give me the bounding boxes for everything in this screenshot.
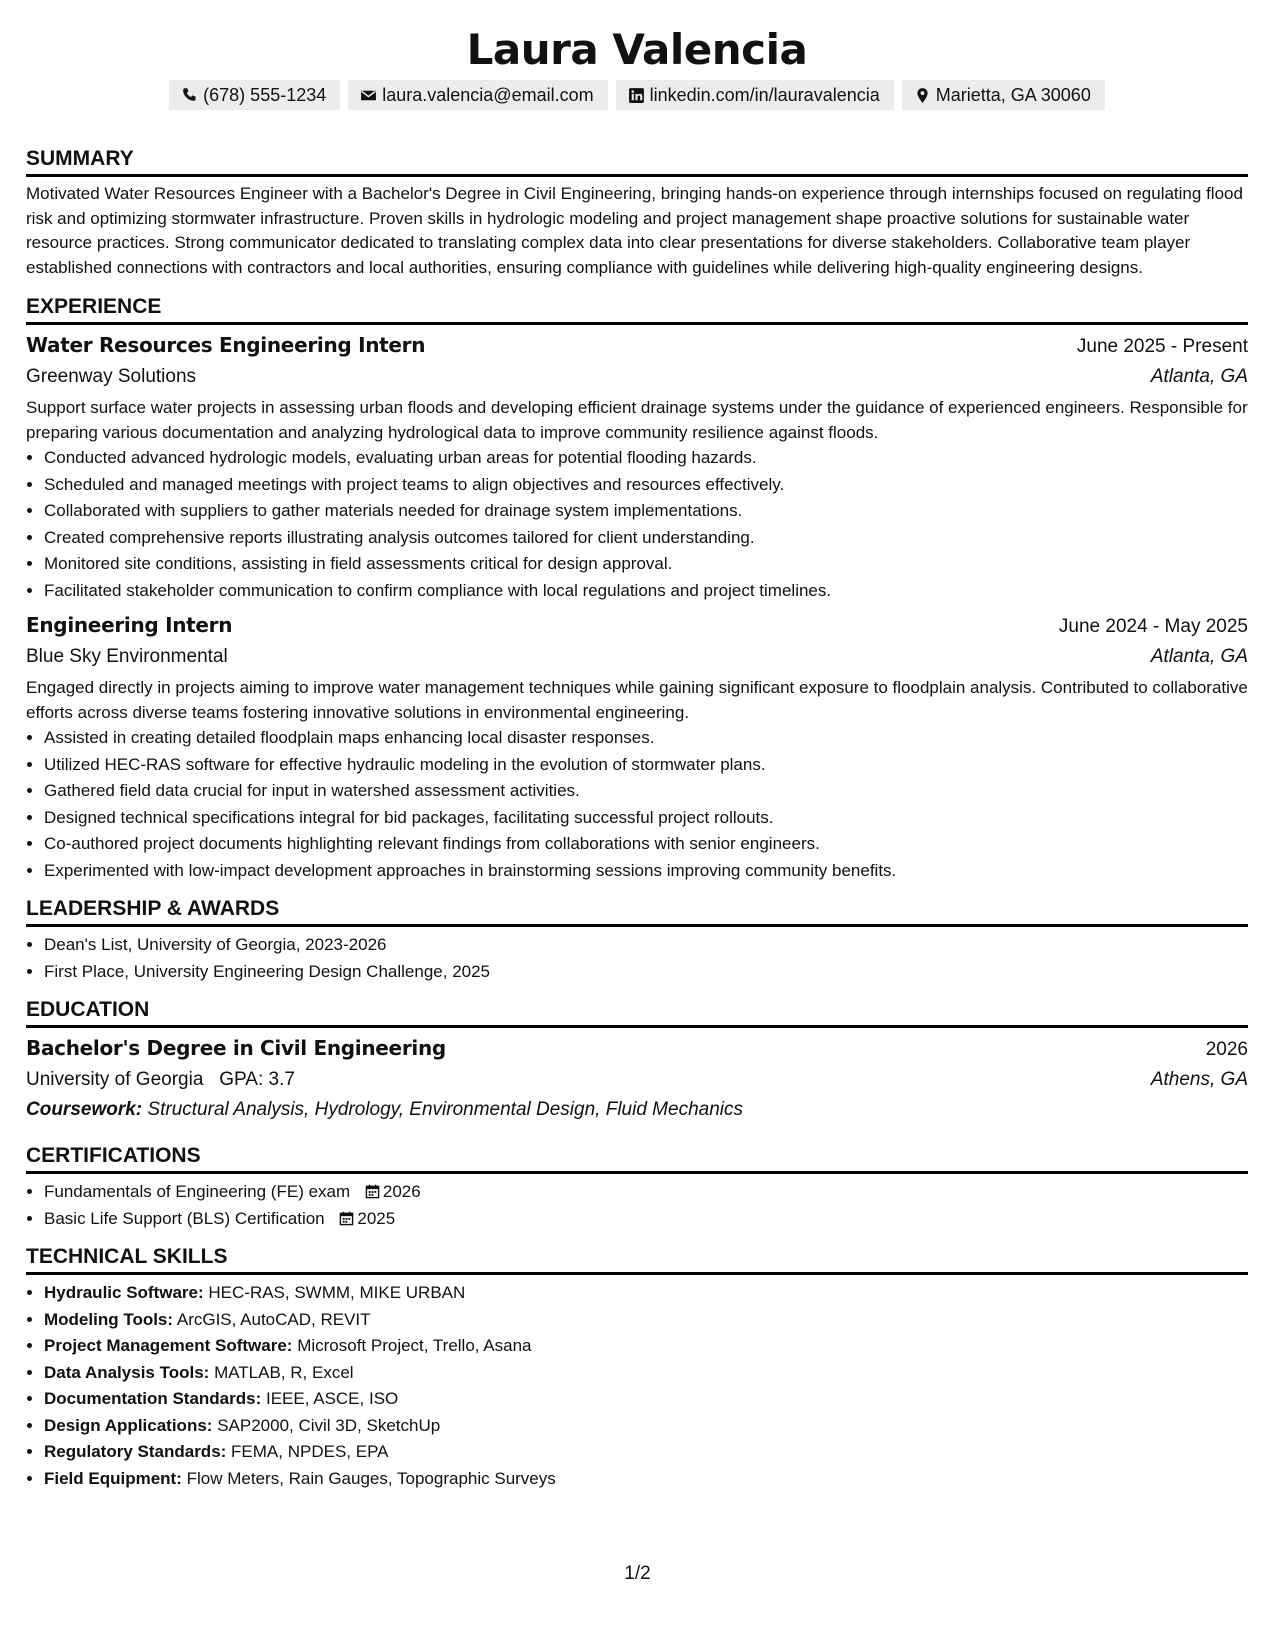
contact-phone[interactable] — [169, 80, 340, 110]
section-heading: EDUCATION — [26, 997, 1248, 1028]
cert-year: 2026 — [382, 1182, 421, 1201]
job-description: Support surface water projects in assessing urban floods and developing efficient drainage systems under the guidance of experienced engineers. Responsible for preparing various documentation and analyzing hydrological data to improve community resilience against floods. — [26, 398, 1248, 442]
skill-value: MATLAB, R, Excel — [214, 1362, 354, 1382]
skill-label: Data Analysis Tools: — [44, 1362, 210, 1382]
calendar-icon — [339, 1211, 354, 1226]
calendar-icon — [365, 1184, 380, 1199]
skill-value: Microsoft Project, Trello, Asana — [297, 1336, 532, 1355]
job-dates: June 2025 - Present — [1076, 336, 1248, 357]
list-item — [44, 1333, 1248, 1360]
list-item — [44, 1179, 1248, 1206]
skill-label: Design Applications: — [44, 1415, 213, 1435]
company-name: Greenway Solutions — [26, 366, 197, 387]
list-item — [44, 1360, 1248, 1387]
school-location: Athens, GA — [1150, 1069, 1248, 1090]
skill-value: SAP2000, Civil 3D, SketchUp — [217, 1415, 441, 1435]
gpa: GPA: 3.7 — [219, 1069, 295, 1090]
cert-name: Fundamentals of Engineering (FE) exam — [44, 1182, 351, 1201]
list-item: • Scheduled and managed meetings with project teams to align objectives and resources effectively. — [44, 472, 1248, 499]
education-section — [26, 997, 1248, 1125]
cert-name: Basic Life Support (BLS) Certification — [44, 1208, 325, 1228]
list-item: • Experimented with low-impact development approaches in brainstorming sessions improving community benefits. — [44, 858, 1248, 885]
job-bullets — [26, 445, 1248, 604]
job-title: Water Resources Engineering Intern — [26, 333, 426, 357]
skill-label: Project Management Software: — [44, 1336, 293, 1355]
section-heading: EXPERIENCE — [26, 294, 1248, 325]
job-entry — [26, 610, 1248, 884]
phone-text: (678) 555-1234 — [203, 85, 327, 105]
skills-list — [26, 1280, 1248, 1492]
certifications-list — [26, 1179, 1248, 1232]
list-item: • Gathered field data crucial for input in watershed assessment activities. — [44, 778, 1248, 805]
envelope-icon — [360, 87, 377, 104]
list-item: • Facilitated stakeholder communication to confirm compliance with local regulations and project timelines. — [44, 578, 1248, 605]
list-item: • Conducted advanced hydrologic models, evaluating urban areas for potential flooding hazards. — [44, 445, 1248, 472]
company-name: Blue Sky Environmental — [26, 646, 228, 667]
skill-label: Hydraulic Software: — [44, 1283, 204, 1302]
job-title: Engineering Intern — [26, 613, 233, 637]
contact-linkedin[interactable] — [616, 80, 894, 110]
page-number: 1/2 — [624, 1563, 651, 1584]
phone-icon — [181, 87, 198, 104]
contact-location — [902, 80, 1105, 110]
leadership-section — [26, 896, 1248, 985]
list-item: • Created comprehensive reports illustrating analysis outcomes tailored for client understanding. — [44, 525, 1248, 552]
summary-text: Motivated Water Resources Engineer with a Bachelor's Degree in Civil Engineering, bringing hands-on experience through internships focused on regulating flood risk and optimizing stormwater infrastructure. Proven skills in hydrologic modeling and project management shape proactive solutions for sustainable water resource practices. Strong communicator dedicated to translating complex data into clear presentations for diverse stakeholders. Collaborative team player established connections with contractors and local authorities, ensuring compliance with guidelines while delivering high-quality engineering designs. — [26, 184, 1243, 277]
list-item: • First Place, University Engineering Design Challenge, 2025 — [44, 959, 1248, 986]
experience-section — [26, 294, 1248, 884]
skill-label: Documentation Standards: — [44, 1389, 262, 1408]
skill-label: Regulatory Standards: — [44, 1442, 227, 1461]
list-item — [44, 1386, 1248, 1413]
job-bullets — [26, 725, 1248, 884]
job-location: Atlanta, GA — [1150, 646, 1248, 667]
map-pin-icon — [914, 87, 931, 104]
list-item — [44, 1413, 1248, 1440]
contact-email[interactable] — [348, 80, 607, 110]
skill-value: FEMA, NPDES, EPA — [231, 1442, 389, 1461]
job-dates: June 2024 - May 2025 — [1058, 616, 1248, 637]
awards-list — [26, 932, 1248, 985]
skill-value: ArcGIS, AutoCAD, REVIT — [176, 1309, 371, 1329]
skill-label: Modeling Tools: — [44, 1309, 174, 1329]
list-item: • Utilized HEC-RAS software for effective hydraulic modeling in the evolution of stormwater plans. — [44, 752, 1248, 779]
contact-bar — [26, 80, 1248, 110]
section-heading: LEADERSHIP & AWARDS — [26, 896, 1248, 927]
list-item — [44, 1439, 1248, 1466]
skill-value: HEC-RAS, SWMM, MIKE URBAN — [208, 1283, 466, 1302]
linkedin-text: linkedin.com/in/lauravalencia — [649, 85, 880, 105]
skill-label: Field Equipment: — [44, 1468, 182, 1488]
candidate-name: Laura Valencia — [466, 25, 808, 74]
list-item: • Collaborated with suppliers to gather materials needed for drainage system implementations. — [44, 498, 1248, 525]
list-item — [44, 1206, 1248, 1233]
job-location: Atlanta, GA — [1150, 366, 1248, 387]
section-heading: TECHNICAL SKILLS — [26, 1244, 1248, 1275]
cert-year: 2025 — [357, 1208, 396, 1228]
graduation-year: 2026 — [1205, 1039, 1248, 1060]
email-text: laura.valencia@email.com — [382, 85, 594, 105]
section-heading: CERTIFICATIONS — [26, 1143, 1248, 1174]
section-heading: SUMMARY — [26, 146, 1248, 177]
certifications-section — [26, 1143, 1248, 1232]
coursework-line — [26, 1095, 1248, 1125]
list-item: • Co-authored project documents highlighting relevant findings from collaborations with senior engineers. — [44, 831, 1248, 858]
skills-section — [26, 1244, 1248, 1492]
skill-value: Flow Meters, Rain Gauges, Topographic Surveys — [186, 1468, 556, 1488]
list-item: • Monitored site conditions, assisting in field assessments critical for design approval. — [44, 551, 1248, 578]
job-entry — [26, 330, 1248, 604]
list-item: • Dean's List, University of Georgia, 2023-2026 — [44, 932, 1248, 959]
list-item — [44, 1466, 1248, 1493]
skill-value: IEEE, ASCE, ISO — [265, 1389, 399, 1408]
list-item: • Assisted in creating detailed floodplain maps enhancing local disaster responses. — [44, 725, 1248, 752]
coursework-label: Coursework: — [26, 1099, 143, 1120]
coursework-text: Structural Analysis, Hydrology, Environmental Design, Fluid Mechanics — [147, 1099, 743, 1120]
linkedin-icon — [628, 87, 645, 104]
location-text: Marietta, GA 30060 — [935, 85, 1091, 105]
school-name: University of Georgia — [26, 1069, 204, 1090]
list-item: • Designed technical specifications integral for bid packages, facilitating successful project rollouts. — [44, 805, 1248, 832]
list-item — [44, 1280, 1248, 1307]
job-description: Engaged directly in projects aiming to improve water management techniques while gaining significant exposure to floodplain analysis. Contributed to collaborative efforts across diverse teams fostering innovative solutions in environmental engineering. — [26, 678, 1248, 722]
summary-section — [26, 146, 1248, 280]
school-line — [26, 1065, 295, 1095]
resume-page — [26, 0, 1248, 1492]
degree-title: Bachelor's Degree in Civil Engineering — [26, 1036, 446, 1060]
list-item — [44, 1307, 1248, 1334]
